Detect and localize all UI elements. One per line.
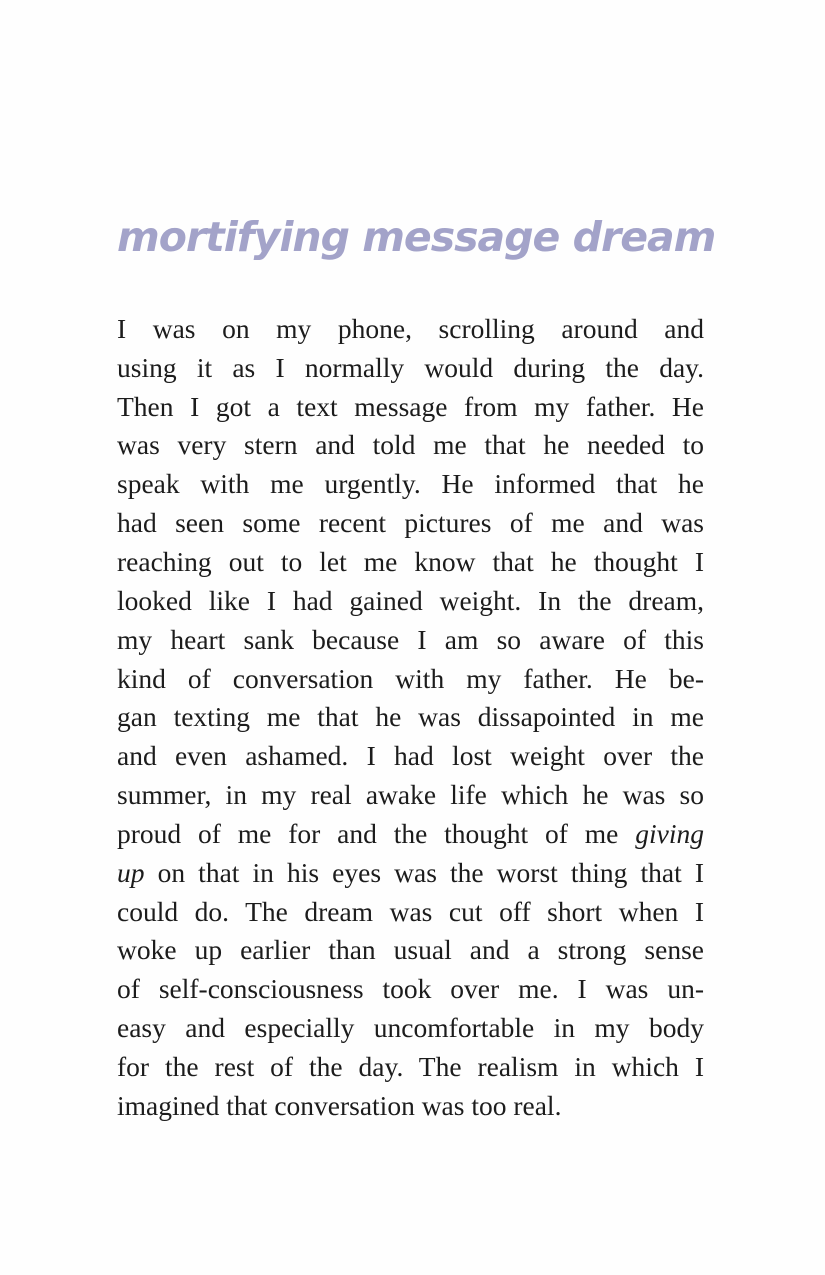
text-line-with-italic: [117, 853, 704, 892]
text-line: kind of conversation with my father. He be-: [117, 663, 704, 694]
text-line: was very stern and told me that he needed to: [117, 429, 704, 460]
text-line: for the rest of the day. The realism in which I: [117, 1051, 704, 1082]
italic-word: up: [117, 857, 145, 888]
text-line: summer, in my real awake life which he was so: [117, 779, 704, 810]
text-line: my heart sank because I am so aware of this: [117, 624, 704, 655]
text-line: woke up earlier than usual and a strong sense: [117, 934, 704, 965]
text-line: using it as I normally would during the day.: [117, 352, 704, 383]
text-segment: proud of me for and the thought of me: [117, 818, 619, 849]
text-line: easy and especially uncomfortable in my body: [117, 1012, 704, 1043]
text-line: could do. The dream was cut off short when I: [117, 896, 704, 927]
text-line: speak with me urgently. He informed that he: [117, 468, 704, 499]
text-line: reaching out to let me know that he thought I: [117, 546, 704, 577]
page-title: mortifying message dream: [117, 213, 716, 261]
text-line-with-italic: [117, 814, 704, 853]
text-line: and even ashamed. I had lost weight over the: [117, 740, 704, 771]
text-line: looked like I had gained weight. In the dream,: [117, 585, 704, 616]
text-line: Then I got a text message from my father. He: [117, 391, 704, 422]
text-line: had seen some recent pictures of me and was: [117, 507, 704, 538]
text-line: I was on my phone, scrolling around and: [117, 313, 704, 344]
text-line: of self-consciousness took over me. I was un-: [117, 973, 704, 1004]
text-segment: on that in his eyes was the worst thing that I: [157, 857, 704, 888]
italic-word: giving: [635, 818, 704, 849]
text-line: gan texting me that he was dissapointed in me: [117, 701, 704, 732]
text-line: imagined that conversation was too real.: [117, 1090, 562, 1121]
